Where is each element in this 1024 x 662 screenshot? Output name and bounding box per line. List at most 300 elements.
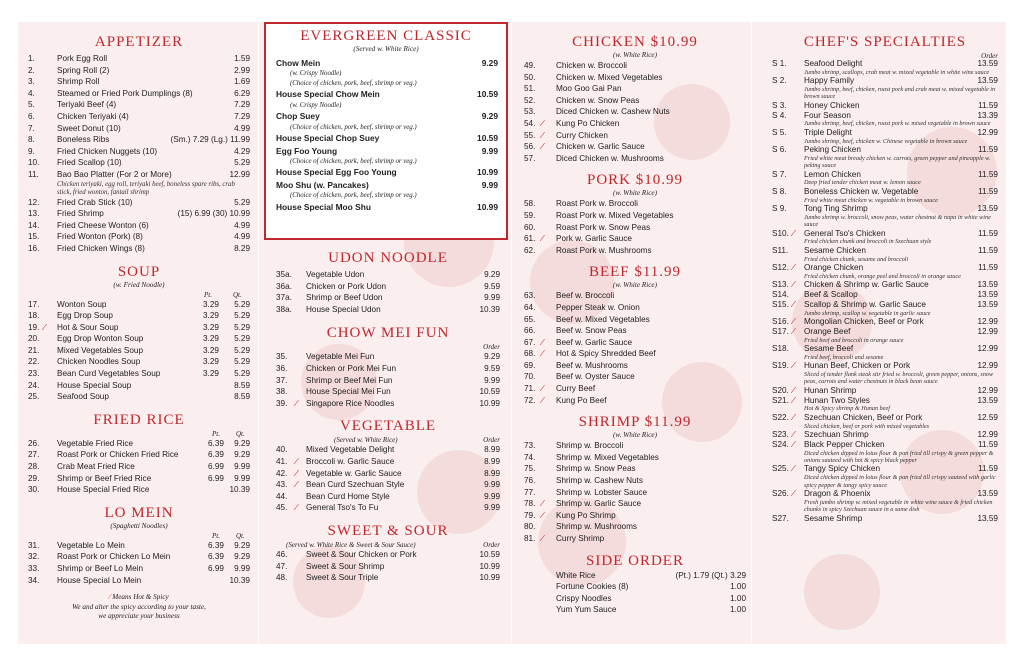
- item-number: 36.: [276, 363, 288, 373]
- item-number: 40.: [276, 445, 288, 455]
- item-name: Shrimp or Beef Mei Fun: [306, 375, 393, 385]
- item-price-quart: 9.29: [234, 438, 250, 448]
- item-number: 14.: [28, 220, 40, 230]
- menu-item: [772, 464, 998, 474]
- item-number: 79.: [524, 510, 536, 520]
- item-name: Beef w. Oyster Sauce: [556, 372, 635, 382]
- item-description: Sliced of tender flank steak stir fried w. broccoli, green pepper, onions, snow peas, carrots and water chestnuts in black bean sauce: [804, 371, 994, 386]
- item-price: 9.99: [484, 503, 500, 513]
- item-price: 13.59: [977, 280, 998, 290]
- item-number: S14.: [772, 290, 789, 300]
- menu-item: [524, 604, 746, 616]
- item-price-quart: 10.39: [229, 485, 250, 495]
- menu-item: [772, 327, 998, 337]
- item-number: 65.: [524, 314, 536, 324]
- item-price: 9.29: [481, 58, 498, 68]
- item-number: 37a.: [276, 293, 292, 303]
- item-number: S26.: [772, 489, 789, 499]
- item-name: Shrimp w. Cashew Nuts: [556, 476, 643, 486]
- item-price: 5.29: [234, 158, 250, 168]
- hot-spicy-icon: ⁄: [793, 395, 795, 405]
- item-name: Egg Drop Soup: [57, 311, 113, 321]
- item-description: Diced chicken dipped in lotus flour & pan fried till crispy sauteed with garlic spicy pepper & tangy spicy sauce: [804, 474, 996, 489]
- item-name: Spring Roll (2): [57, 65, 110, 75]
- item-description: (Choice of chicken, pork, beef, shrimp or veg.): [290, 157, 417, 165]
- item-price: 12.99: [977, 361, 998, 371]
- item-number: 27.: [28, 450, 40, 460]
- item-name: Boneless Chicken w. Vegetable: [804, 186, 919, 196]
- item-price: 11.59: [978, 169, 998, 179]
- item-name: Chicken w. Garlic Sauce: [556, 142, 645, 152]
- menu-item: [28, 438, 250, 450]
- menu-item: [28, 391, 250, 403]
- item-price: 2.99: [234, 65, 250, 75]
- menu-item: [28, 345, 250, 357]
- item-name: Mongolian Chicken, Beef or Pork: [804, 317, 924, 327]
- item-name: Tangy Spicy Chicken: [804, 464, 880, 474]
- item-price: 4.99: [234, 232, 250, 242]
- item-price: 8.99: [484, 445, 500, 455]
- menu-item: [772, 263, 998, 273]
- section-title-soup: SOUP: [117, 263, 161, 280]
- item-name: Hot & Sour Soup: [57, 322, 119, 332]
- item-number: S16.: [772, 317, 789, 327]
- item-price-pint: 6.99: [208, 462, 224, 472]
- item-number: S 8.: [772, 186, 787, 196]
- hot-spicy-icon: ⁄: [542, 534, 544, 543]
- item-number: 57.: [524, 153, 536, 163]
- item-number: S25.: [772, 464, 789, 474]
- menu-item: [28, 575, 250, 587]
- item-name: Shrimp or Beef Fried Rice: [57, 473, 152, 483]
- hot-spicy-icon: ⁄: [542, 234, 544, 244]
- item-number: 20.: [28, 334, 40, 344]
- item-price-pint: 6.99: [208, 564, 224, 573]
- item-description: Jumbo shrimp, beef, chicken w. Chinese vegetable in brown sauce: [804, 137, 968, 145]
- menu-item: [276, 269, 500, 281]
- menu-item: [28, 65, 250, 77]
- menu-item: [524, 440, 746, 452]
- item-price: 10.99: [479, 573, 500, 583]
- menu-item: [276, 398, 500, 410]
- section-subtitle-chicken: (w. White Rice): [613, 51, 657, 59]
- item-number: 32.: [28, 552, 40, 562]
- section-title-vegetable: VEGETABLE: [339, 418, 437, 435]
- hot-spicy-icon: ⁄: [793, 412, 795, 422]
- hot-spicy-icon: ⁄: [793, 263, 795, 273]
- hot-spicy-icon: ⁄: [542, 510, 544, 520]
- menu-item: [772, 396, 998, 406]
- menu-item: [772, 440, 998, 450]
- menu-item: [524, 510, 746, 522]
- item-name: Egg Foo Young: [276, 145, 338, 156]
- item-name: Chop Suey: [276, 111, 320, 122]
- item-name: Roast Pork or Chicken Fried Rice: [57, 450, 179, 460]
- item-name: Chicken or Pork Udon: [306, 281, 387, 291]
- item-number: 4.: [28, 88, 35, 98]
- item-number: 39.: [276, 398, 288, 408]
- pt-qt-header: Pt. Qt.: [204, 290, 242, 299]
- menu-item: [28, 540, 250, 552]
- item-name: Bean Curd Szechuan Style: [306, 480, 405, 490]
- order-header: Order: [483, 343, 500, 352]
- item-name: Bean Curd Home Style: [306, 491, 390, 501]
- menu-item: [524, 383, 746, 395]
- item-name: Egg Drop Wonton Soup: [57, 334, 144, 344]
- footnote-line-2: we appreciate your business: [98, 612, 180, 621]
- lo-mein-list: [28, 540, 250, 586]
- item-description: Fried chicken chunk and broccoli in Szechuan style: [804, 238, 932, 246]
- item-price-pint: 3.29: [203, 299, 219, 309]
- item-price: 12.99: [977, 344, 998, 354]
- item-name: Seafood Delight: [804, 59, 863, 68]
- item-name: House Special Chop Suey: [276, 133, 380, 144]
- menu-item: [276, 145, 498, 157]
- item-name: House Special Udon: [306, 304, 381, 314]
- section-title-evergreen: EVERGREEN CLASSIC: [300, 28, 472, 44]
- hot-spicy-icon: ⁄: [793, 439, 795, 449]
- menu-item: [524, 360, 746, 372]
- hot-spicy-icon: ⁄: [542, 130, 544, 140]
- item-number: 62.: [524, 245, 536, 255]
- menu-item: [772, 170, 998, 180]
- section-subtitle-lo-mein: (Spaghetti Noodles): [110, 521, 168, 530]
- item-price: 9.59: [484, 363, 500, 373]
- section-subtitle-evergreen: (Served w. White Rice): [353, 45, 419, 53]
- item-name: Fortune Cookies (8): [556, 582, 629, 592]
- chow-mei-fun-list: [276, 351, 500, 409]
- menu-item: [28, 134, 250, 146]
- item-description: (w. Crispy Noodle): [290, 101, 342, 109]
- item-price-pint: 6.39: [208, 438, 224, 448]
- item-number: 52.: [524, 95, 536, 105]
- item-name: Fried Shrimp: [57, 209, 104, 219]
- item-description: Fried white meat chicken w. vegetable in brown sauce: [804, 196, 938, 204]
- item-number: S21.: [772, 395, 789, 405]
- item-price: 9.29: [484, 270, 500, 279]
- sweet-sour-list: [276, 549, 500, 584]
- section-title-pork: PORK $10.99: [586, 172, 683, 189]
- vegetable-subtitle-row: (Served w. White Rice) Order: [334, 436, 500, 445]
- item-price: 4.99: [234, 123, 250, 133]
- menu-item: [524, 452, 746, 464]
- menu-item: [28, 243, 250, 255]
- item-number: 2.: [28, 65, 35, 75]
- item-number: 9.: [28, 146, 35, 156]
- menu-item: [276, 456, 500, 468]
- item-name: House Special Chow Mein: [276, 89, 380, 100]
- item-name: Shrimp or Beef Lo Mein: [57, 564, 144, 573]
- item-price-pint: 3.29: [203, 345, 219, 355]
- item-price: 9.99: [484, 491, 500, 501]
- item-description: Jumbo shrimp, scallops, crab meat w. mixed vegetable in white wine sauce: [804, 68, 990, 76]
- menu-item: [772, 514, 998, 524]
- item-name: Roast Pork w. Broccoli: [556, 199, 638, 209]
- hot-spicy-icon: ⁄: [296, 456, 298, 466]
- menu-item: [28, 111, 250, 123]
- item-name: Szechuan Shrimp: [804, 430, 869, 440]
- item-number: 36a.: [276, 281, 292, 291]
- item-number: 13.: [28, 209, 40, 219]
- menu-item: [28, 484, 250, 496]
- item-number: 21.: [28, 345, 40, 355]
- item-number: S15.: [772, 299, 789, 309]
- item-description: Fried chicken chunk, sesame and broccoli: [804, 255, 909, 263]
- item-name: House Special Fried Rice: [57, 485, 150, 495]
- item-name: Black Pepper Chicken: [804, 439, 885, 449]
- item-number: 23.: [28, 369, 40, 379]
- menu-item: [772, 300, 998, 310]
- menu-item: [772, 280, 998, 290]
- item-price: 10.59: [477, 133, 498, 144]
- item-description: Diced chicken dipped in lotus flour & pan fried till crispy & green pepper & onions sauteed with hot & spicy black pepper: [804, 449, 994, 465]
- menu-item: [524, 210, 746, 222]
- fried-rice-list: [28, 438, 250, 496]
- item-name: Fried Chicken Wings (8): [57, 243, 145, 253]
- menu-item: [28, 310, 250, 322]
- item-name: Pork Egg Roll: [57, 54, 108, 63]
- hot-spicy-icon: ⁄: [793, 228, 795, 238]
- item-number: S 7.: [772, 169, 787, 179]
- item-price: 10.99: [477, 201, 498, 212]
- item-number: 74.: [524, 452, 536, 462]
- item-name: Fried Crab Stick (10): [57, 197, 133, 207]
- item-name: Vegetable Mei Fun: [306, 352, 375, 362]
- section-title-sweet-sour: SWEET & SOUR: [327, 522, 449, 539]
- menu-item: [524, 593, 746, 605]
- menu-item: [276, 549, 500, 561]
- item-number: 33.: [28, 564, 40, 573]
- item-price: 9.99: [481, 179, 498, 190]
- item-name: Beef w. Garlic Sauce: [556, 337, 632, 347]
- menu-item: [524, 498, 746, 510]
- vegetable-list: [276, 444, 500, 514]
- menu-item: [524, 118, 746, 130]
- menu-item: [524, 60, 746, 72]
- item-name: Chow Mein: [276, 58, 321, 68]
- item-name: Pork w. Garlic Sauce: [556, 234, 632, 244]
- item-price: 10.59: [477, 89, 498, 100]
- item-name: Diced Chicken w. Cashew Nuts: [556, 107, 670, 117]
- menu-item: [276, 292, 500, 304]
- menu-item: [276, 166, 498, 178]
- item-name: Fried Cheese Wonton (6): [57, 220, 149, 230]
- item-description: Jumbo shrimp, beef, chicken, roast pork w. mixed vegetable in brown sauce: [804, 120, 991, 128]
- menu-item: [28, 231, 250, 243]
- menu-item: [28, 123, 250, 135]
- section-title-lo-mein: LO MEIN: [104, 504, 174, 521]
- item-number: S10.: [772, 228, 789, 238]
- item-price-pint: 3.29: [203, 357, 219, 367]
- item-number: S12.: [772, 263, 789, 273]
- item-name: Scallop & Shrimp w. Garlic Sauce: [804, 299, 926, 309]
- section-title-chicken: CHICKEN $10.99: [572, 34, 698, 50]
- hot-spicy-icon: ⁄: [793, 299, 795, 309]
- item-price: 10.59: [479, 549, 500, 559]
- item-number: 72.: [524, 395, 536, 405]
- item-price: 10.59: [479, 387, 500, 397]
- item-name: Roast Pork w. Snow Peas: [556, 222, 651, 232]
- item-number: 1.: [28, 54, 35, 63]
- item-name: Sesame Beef: [804, 344, 854, 354]
- item-price: 9.99: [484, 480, 500, 490]
- pt-qt-header: Pt. Qt.: [212, 531, 245, 540]
- menu-item: [28, 88, 250, 100]
- item-number: 3.: [28, 77, 35, 87]
- item-number: S 2.: [772, 76, 787, 86]
- item-price: 11.59: [978, 439, 998, 449]
- menu-item: [28, 322, 250, 334]
- hot-spicy-icon: ⁄: [793, 430, 795, 440]
- item-price: 9.59: [484, 281, 500, 291]
- item-number: 67.: [524, 337, 536, 347]
- item-number: 70.: [524, 372, 536, 382]
- item-description: Hot & Spicy shrimp & Hunan beef: [804, 405, 890, 413]
- menu-item: [772, 489, 998, 499]
- menu-item: [524, 395, 746, 407]
- item-name: Roast Pork w. Mushrooms: [556, 245, 652, 255]
- menu-item: [772, 204, 998, 214]
- item-number: 77.: [524, 487, 536, 497]
- item-number: 35.: [276, 352, 288, 362]
- item-name: Hunan Shrimp: [804, 385, 857, 395]
- item-number: 55.: [524, 130, 536, 140]
- item-description: Fried chicken chunk, orange peel and broccoli in orange sauce: [804, 272, 961, 280]
- menu-item: [28, 169, 250, 181]
- item-price-pint: 6.39: [208, 540, 224, 550]
- menu-item: [276, 201, 498, 213]
- item-name: Chicken w. Snow Peas: [556, 95, 640, 105]
- item-name: White Rice: [556, 570, 596, 580]
- chicken-list: [524, 60, 746, 164]
- hot-spicy-legend: ⁄ Means Hot & Spicy: [109, 593, 169, 602]
- item-number: 66.: [524, 326, 536, 336]
- item-price: 12.99: [977, 385, 998, 395]
- item-number: 8.: [28, 135, 35, 145]
- item-name: Shrimp w. Broccoli: [556, 441, 624, 451]
- menu-item: [524, 290, 746, 302]
- item-price-quart: 5.29: [234, 311, 250, 321]
- item-number: S24.: [772, 439, 789, 449]
- pt-qt-header: Pt. Qt.: [212, 429, 245, 438]
- item-price-quart: 5.29: [234, 357, 250, 367]
- item-price: (15) 6.99 (30) 10.99: [177, 209, 250, 219]
- item-number: S 3.: [772, 100, 787, 110]
- menu-item: [524, 463, 746, 475]
- column-1: [28, 34, 250, 622]
- menu-item: [524, 302, 746, 314]
- item-name: Roast Pork or Chicken Lo Mein: [57, 552, 171, 562]
- item-price: 13.59: [977, 59, 998, 68]
- menu-item: [772, 229, 998, 239]
- item-number: 29.: [28, 473, 40, 483]
- item-price: 11.59: [978, 145, 998, 155]
- item-number: 25.: [28, 392, 40, 402]
- hot-spicy-icon: ⁄: [542, 384, 544, 394]
- item-description: Jumbo shrimp, scallop w. vegetable in garlic sauce: [804, 309, 931, 317]
- item-name: Vegetable w. Garlic Sauce: [306, 468, 402, 478]
- item-price: 4.29: [234, 146, 250, 156]
- menu-item: [524, 533, 746, 545]
- item-price: 4.99: [234, 220, 250, 230]
- menu-item: [28, 197, 250, 209]
- item-name: House Special Egg Foo Young: [276, 167, 397, 178]
- column-4: [772, 34, 998, 523]
- menu-item: [276, 351, 500, 363]
- item-number: 12.: [28, 197, 40, 207]
- section-title-shrimp: SHRIMP $11.99: [578, 414, 692, 431]
- item-price-quart: 8.59: [234, 380, 250, 390]
- item-name: Pepper Steak w. Onion: [556, 302, 640, 312]
- evergreen-list: [266, 54, 506, 213]
- item-price-quart: 5.29: [234, 299, 250, 309]
- item-number: 45.: [276, 503, 288, 513]
- item-name: Bean Curd Vegetables Soup: [57, 369, 161, 379]
- item-number: 6.: [28, 111, 35, 121]
- hot-spicy-icon: ⁄: [44, 322, 46, 332]
- item-price: 10.99: [477, 167, 498, 178]
- item-number: S 1.: [772, 59, 787, 68]
- item-price: 1.00: [730, 605, 746, 615]
- item-name: Chicken or Pork Mei Fun: [306, 363, 397, 373]
- item-price: 11.59: [978, 464, 998, 474]
- item-number: S27.: [772, 513, 789, 523]
- item-name: Dragon & Phoenix: [804, 489, 871, 499]
- item-price-pint: 6.39: [208, 450, 224, 460]
- menu-item: [772, 344, 998, 354]
- item-name: Hunan Beef, Chicken or Pork: [804, 361, 911, 371]
- item-name: Steamed or Fried Pork Dumplings (8): [57, 88, 193, 98]
- menu-item: [28, 356, 250, 368]
- item-number: 64.: [524, 302, 536, 312]
- menu-item: [772, 145, 998, 155]
- item-price-pint: 3.29: [203, 311, 219, 321]
- menu-item: [524, 314, 746, 326]
- item-number: 59.: [524, 210, 536, 220]
- item-number: 63.: [524, 291, 536, 301]
- item-price: 5.29: [234, 197, 250, 207]
- menu-item: [276, 491, 500, 503]
- item-price: 9.99: [484, 375, 500, 385]
- item-name: Happy Family: [804, 76, 855, 86]
- item-price: 13.59: [977, 76, 998, 86]
- item-price: 6.29: [234, 88, 250, 98]
- footnote-line-1: We and alter the spicy according to your taste,: [72, 602, 206, 611]
- item-number: 61.: [524, 234, 536, 244]
- item-name: Shrimp w. Mixed Vegetables: [556, 452, 659, 462]
- item-price: 9.99: [484, 293, 500, 303]
- item-price-quart: 8.59: [234, 392, 250, 402]
- hot-spicy-icon: ⁄: [542, 499, 544, 509]
- item-description: Jumbo shrimp, beef, chicken, roast pork and crab meat w. mixed vegetable in brown sauce: [804, 86, 996, 101]
- item-name: Curry Shrimp: [556, 534, 605, 543]
- item-price: 12.59: [977, 412, 998, 422]
- menu-item: [524, 141, 746, 153]
- item-number: 73.: [524, 441, 536, 451]
- item-number: S 5.: [772, 127, 787, 137]
- item-name: Shrimp Roll: [57, 77, 100, 87]
- item-number: S 6.: [772, 145, 787, 155]
- item-price: 11.59: [978, 186, 998, 196]
- item-name: Chicken Noodles Soup: [57, 357, 141, 367]
- menu-item: [28, 157, 250, 169]
- item-description: Fried beef, broccoli and sesame: [804, 353, 884, 361]
- item-name: Diced Chicken w. Mushrooms: [556, 153, 664, 163]
- menu-item: [276, 88, 498, 100]
- item-price: 1.00: [730, 582, 746, 592]
- item-price: 10.39: [479, 304, 500, 314]
- item-number: 35a.: [276, 270, 292, 279]
